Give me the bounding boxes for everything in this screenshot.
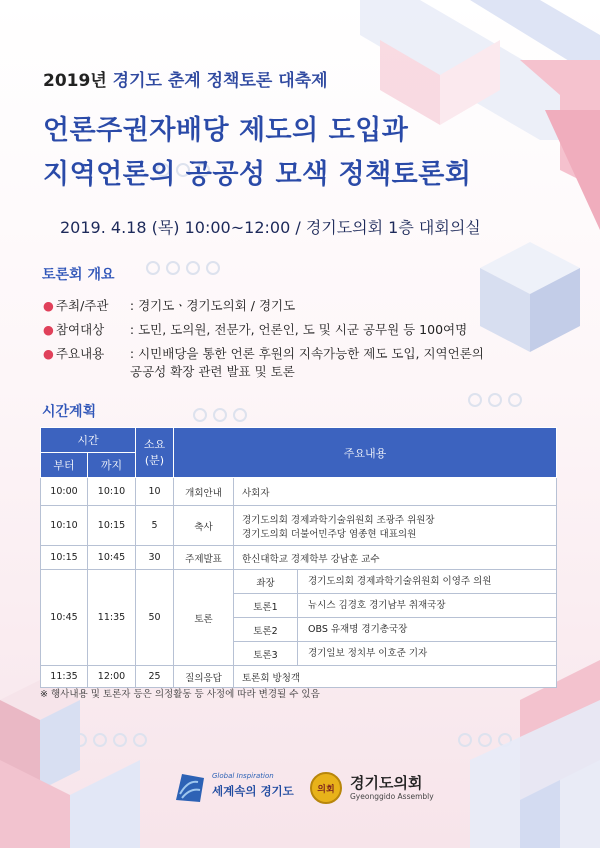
detail-line: 경기도의회 경제과학기술위원회 조광주 위원장 (242, 514, 435, 526)
cell-type: 토론 (174, 570, 234, 666)
cell-panelist: 뉴시스 김경호 경기남부 취재국장 (298, 594, 557, 618)
cell-from: 10:45 (41, 570, 88, 666)
cell-type: 주제발표 (174, 546, 234, 570)
cell-duration: 10 (136, 478, 174, 506)
assembly-logo (310, 768, 450, 808)
header-to: 까지 (88, 453, 136, 478)
gyeonggi-name: 세계속의 경기도 (212, 784, 294, 798)
bullet-dot-icon: ● (43, 346, 54, 361)
cell-role: 토론3 (234, 642, 298, 666)
schedule-table (40, 427, 557, 688)
cell-detail: 토론회 방청객 (234, 666, 557, 688)
cell-role: 좌장 (234, 570, 298, 594)
title-line-2: 지역언론의 공공성 모색 정책토론회 (43, 159, 472, 190)
table-row (41, 546, 557, 570)
cell-to: 10:45 (88, 546, 136, 570)
overview-key: 주최/주관 (55, 298, 109, 313)
overview-value: : 경기도ㆍ경기도의회 / 경기도 (129, 298, 296, 313)
schedule-heading: 시간계획 (42, 404, 97, 420)
subtitle-event: 경기도 춘계 정책토론 대축제 (112, 71, 328, 91)
schedule-note: ※ 행사내용 및 토론자 등은 의정활동 등 사정에 따라 변경될 수 있음 (40, 689, 320, 700)
cell-panelist: 경기도의회 경제과학기술위원회 이영주 의원 (298, 570, 557, 594)
cell-role: 토론1 (234, 594, 298, 618)
cell-duration: 50 (136, 570, 174, 666)
overview-item-content (43, 344, 484, 362)
detail-line: 경기도의회 더불어민주당 염종현 대표의원 (242, 528, 417, 540)
cell-duration: 25 (136, 666, 174, 688)
cell-to: 10:15 (88, 506, 136, 546)
assembly-seal-icon (310, 772, 342, 804)
gyeonggi-tagline: Global Inspiration (212, 772, 274, 780)
cell-from: 10:00 (41, 478, 88, 506)
cell-detail: 한신대학교 경제학부 강남훈 교수 (234, 546, 557, 570)
table-row (41, 478, 557, 506)
table-header-row (41, 428, 557, 453)
table-row (41, 666, 557, 688)
subtitle-year: 2019년 (43, 71, 107, 91)
table-row (41, 506, 557, 546)
overview-item-host (43, 296, 295, 314)
gyeonggi-logo (172, 768, 302, 808)
header-duration: 소요 (분) (136, 428, 174, 478)
overview-content-cont: 공공성 확장 관련 발표 및 토론 (130, 364, 295, 379)
bullet-dot-icon: ● (43, 322, 54, 337)
cell-type: 질의응답 (174, 666, 234, 688)
header-from: 부터 (41, 453, 88, 478)
bullet-dot-icon: ● (43, 298, 54, 313)
cell-to: 10:10 (88, 478, 136, 506)
event-subtitle (43, 66, 328, 91)
cell-from: 11:35 (41, 666, 88, 688)
header-content: 주요내용 (174, 428, 557, 478)
overview-key: 주요내용 (55, 346, 105, 361)
overview-value: : 도민, 도의원, 전문가, 언론인, 도 및 시군 공무원 등 100여명 (129, 322, 468, 337)
overview-heading: 토론회 개요 (42, 267, 115, 283)
assembly-name: 경기도의회 (350, 774, 423, 792)
cell-detail (234, 506, 557, 546)
assembly-en: Gyeonggido Assembly (350, 792, 434, 801)
gyeonggi-emblem-icon (172, 770, 208, 806)
cell-duration: 5 (136, 506, 174, 546)
cell-role: 토론2 (234, 618, 298, 642)
cell-duration: 30 (136, 546, 174, 570)
cell-panelist: OBS 유재명 경기총국장 (298, 618, 557, 642)
overview-value: : 시민배당을 통한 언론 후원의 지속가능한 제도 도입, 지역언론의 (129, 346, 484, 361)
date-location: 2019. 4.18 (목) 10:00~12:00 / 경기도의회 1층 대회의실 (60, 218, 481, 237)
cell-panelist: 경기일보 정치부 이호준 기자 (298, 642, 557, 666)
title-line-1: 언론주권자배당 제도의 도입과 (43, 115, 409, 146)
cell-type: 축사 (174, 506, 234, 546)
cell-detail: 사회자 (234, 478, 557, 506)
cell-to: 11:35 (88, 570, 136, 666)
cell-type: 개회안내 (174, 478, 234, 506)
overview-item-participants (43, 320, 467, 338)
cell-from: 10:15 (41, 546, 88, 570)
table-row (41, 570, 557, 594)
cell-from: 10:10 (41, 506, 88, 546)
overview-key: 참여대상 (55, 322, 105, 337)
header-time: 시간 (41, 428, 136, 453)
cell-to: 12:00 (88, 666, 136, 688)
assembly-seal-text: 의회 (317, 785, 335, 795)
